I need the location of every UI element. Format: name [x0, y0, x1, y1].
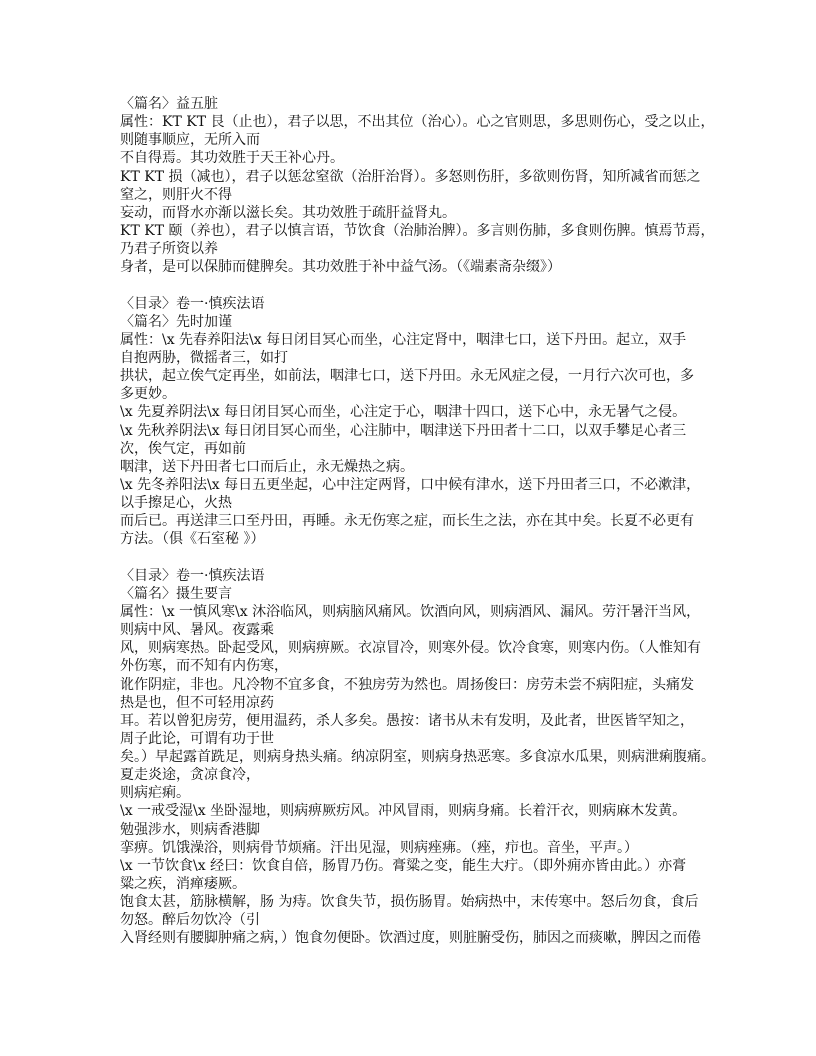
- text-line: \x 先秋养阴法\x 每日闭目冥心而坐，心注肺中，咽津送下丹田者十二口，以双手攀足心者三: [120, 422, 687, 439]
- text-line: 则病疟痢。: [120, 785, 190, 802]
- text-line: 讹作阴症，非也。凡冷物不宜多食，不独房劳为然也。周扬俊曰：房劳未尝不病阳症，头痛发: [120, 676, 694, 693]
- text-line: 〈篇名〉摄生要言: [120, 585, 232, 602]
- text-line: 以手擦足心，火热: [120, 495, 232, 512]
- text-line: 〈篇名〉先时加谨: [120, 313, 232, 330]
- text-line: 矣。）早起露首跣足，则病身热头痛。纳凉阴室，则病身热恶寒。多食凉水瓜果，则病泄痢腹痛。: [120, 749, 715, 766]
- text-line: 方法。（俱《石室秘 》）: [120, 531, 265, 548]
- text-line: 夏走炎途，贪凉食冷，: [120, 767, 260, 784]
- text-line: 勿怒。醉后勿饮冷（引: [120, 912, 260, 929]
- text-line: 则病中风、暑风。夜露乘: [120, 622, 274, 639]
- text-line: 则随事顺应，无所入而: [120, 132, 260, 149]
- text-line: 多更妙。: [120, 386, 176, 403]
- text-line: \x 先夏养阴法\x 每日闭目冥心而坐，心注定于心，咽津十四口，送下心中，永无暑气之侵。: [120, 404, 687, 421]
- text-line: \x 一戒受湿\x 坐卧湿地，则病痹厥疠风。冲风冒雨，则病身痛。长着汗衣，则病麻木发黄。: [120, 803, 687, 820]
- text-line: 〈目录〉卷一·慎疾法语: [120, 295, 265, 312]
- text-line: 外伤寒，而不知有内伤寒，: [120, 658, 288, 675]
- text-line: 粱之疾，消瘅痿厥。: [120, 876, 246, 893]
- text-line: 入肾经则有腰脚肿痛之病，）饱食勿便卧。饮酒过度，则脏腑受伤，肺因之而痰嗽，脾因之而倦: [120, 930, 701, 947]
- text-line: 属性：KT KT 艮（止也），君子以思，不出其位（治心）。心之官则思，多思则伤心，受之以止，: [120, 114, 715, 131]
- text-line: 耳。若以曾犯房劳，便用温药，杀人多矣。愚按：诸书从未有发明，及此者，世医皆罕知之，: [120, 712, 694, 729]
- text-line: 拱状，起立俟气定再坐，如前法，咽津七口，送下丹田。永无风症之侵，一月行六次可也，多: [120, 368, 694, 385]
- text-line: 勉强涉水，则病香港脚: [120, 821, 260, 838]
- document-body: [120, 95, 720, 948]
- text-line: 热是也，但不可轻用凉药: [120, 694, 274, 711]
- text-line: 妄动，而肾水亦渐以滋长矣。其功效胜于疏肝益肾丸。: [120, 204, 456, 221]
- text-line: 自抱两胁，微摇者三，如打: [120, 349, 288, 366]
- text-line: KT KT 损（减也），君子以惩忿窒欲（治肝治肾）。多怒则伤肝，多欲则伤肾，知所减省而惩之: [120, 168, 701, 185]
- text-line: 乃君子所资以养: [120, 241, 218, 258]
- text-line: \x 一节饮食\x 经曰：饮食自倍，肠胃乃伤。膏粱之变，能生大疔。（即外痈亦皆由此。）亦膏: [120, 857, 687, 874]
- text-line: 周子此论，可谓有功于世: [120, 730, 274, 747]
- text-line: \x 先冬养阳法\x 每日五更坐起，心中注定两肾，口中候有津水，送下丹田者三口，不必漱津，: [120, 476, 701, 493]
- text-line: 属性：\x 一慎风寒\x 沐浴临风，则病脑风痛风。饮酒向风，则病酒风、漏风。劳汗暑汗当风，: [120, 603, 701, 620]
- text-line: 咽津，送下丹田者七口而后止，永无燥热之病。: [120, 458, 414, 475]
- text-line: 风，则病寒热。卧起受风，则病痹厥。衣凉冒冷，则寒外侵。饮冷食寒，则寒内伤。（人惟知有: [120, 640, 701, 657]
- text-line: 饱食太甚，筋脉横解，肠 为痔。饮食失节，损伤肠胃。始病热中，末传寒中。怒后勿食，食后: [120, 894, 699, 911]
- text-line: 而后已。再送津三口至丹田，再睡。永无伤寒之症，而长生之法，亦在其中矣。长夏不必更有: [120, 513, 694, 530]
- blank-line: [120, 276, 720, 294]
- text-line: 挛痹。饥饿澡浴，则病骨节烦痛。汗出见湿，则病痤疿。（痤，疖也。音坐，平声。）: [120, 839, 638, 856]
- blank-line: [120, 549, 720, 567]
- text-line: 身者，是可以保肺而健脾矣。其功效胜于补中益气汤。（《端素斋杂缀》）: [120, 259, 561, 276]
- text-line: KT KT 颐（养也），君子以慎言语，节饮食（治肺治脾）。多言则伤肺，多食则伤脾。慎焉节焉，: [120, 222, 715, 239]
- text-line: 不自得焉。其功效胜于天王补心丹。: [120, 150, 344, 167]
- text-line: 次，俟气定，再如前: [120, 440, 246, 457]
- text-line: 〈目录〉卷一·慎疾法语: [120, 567, 265, 584]
- text-line: 窒之，则肝火不得: [120, 186, 232, 203]
- text-line: 〈篇名〉益五脏: [120, 96, 218, 112]
- text-line: 属性：\x 先春养阳法\x 每日闭目冥心而坐，心注定肾中，咽津七口，送下丹田。起立，双手: [120, 331, 687, 348]
